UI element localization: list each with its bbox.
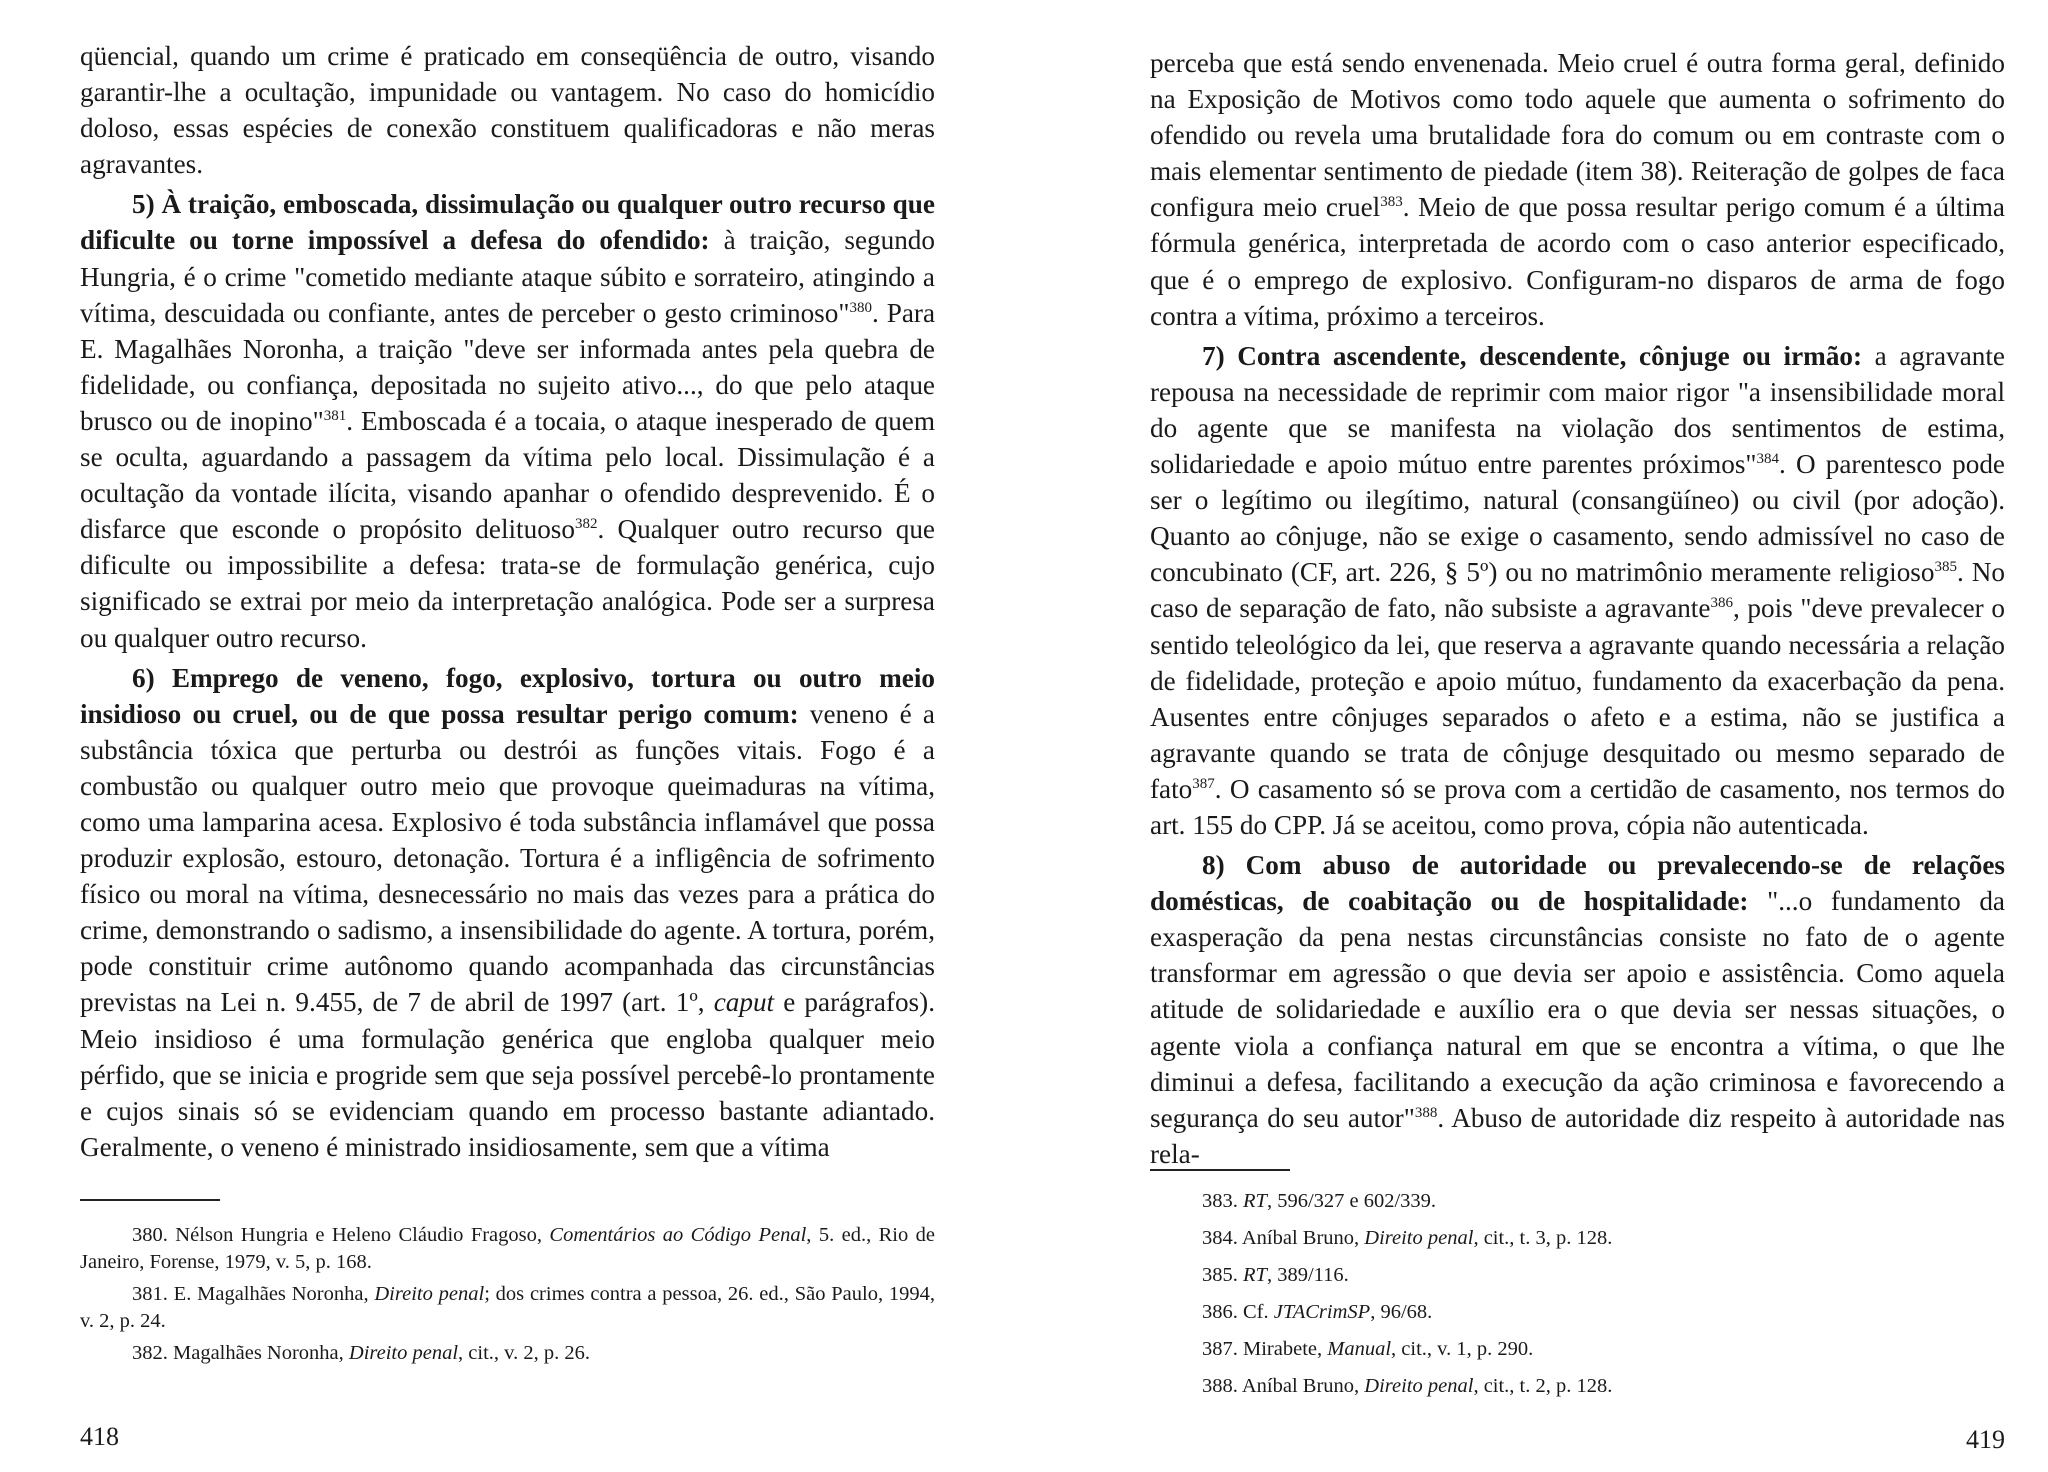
footnote: 384. Aníbal Bruno, Direito penal, cit., t. 3, p. 128. [1202, 1227, 1613, 1249]
page-number: 418 [80, 1422, 119, 1451]
footnote: 388. Aníbal Bruno, Direito penal, cit., t. 2, p. 128. [1202, 1375, 1613, 1397]
paragraph: perceba que está sendo envenenada. Meio cruel é outra forma geral, definido na Exposição de Motivos como todo aquele que aumenta o sofrimento do ofendido ou revela uma brutalidade fora do comum ou em contraste com o mais elementar sentimento de piedade (item 38). Reiteração de golpes de faca configura meio cruel$^{383}$. Meio de que possa resultar perigo comum é a última fórmula genérica, interpretada de acordo com o caso anterior especificado, que é o emprego de explosivo. Configuram-no disparos de arma de fogo contra a vítima, próximo a terceiros. [1150, 48, 2005, 331]
body-text [1150, 0, 2005, 1172]
right-page [1150, 0, 2005, 1454]
footnote-ref: 384 [1756, 450, 1780, 467]
footnote-ref: 383 [1380, 194, 1403, 211]
paragraph-item-5: 5) À traição, emboscada, dissimulação ou qualquer outro recurso que dificulte ou torne impossível a defesa do ofendido: à traição, segundo Hungria, é o crime "cometido mediante ataque súbito e sorrateiro, atingindo a vítima, descuidada ou confiante, antes de perceber o gesto criminoso"$^{380}$. Para E. Magalhães Noronha, a traição "deve ser informada antes pela quebra de fidelidade, ou confiança, depositada no sujeito ativo..., do que pelo ataque brusco ou de inopino"$^{381}$. Emboscada é a tocaia, o ataque inesperado de quem se oculta, aguardando a passagem da vítima pelo local. Dissimulação é a ocultação da vontade ilícita, visando apanhar o ofendido desprevenido. É o disfarce que esconde o propósito delituoso$^{382}$. Qualquer outro recurso que dificulte ou impossibilite a defesa: trata-se de formulação genérica, cujo significado se extrai por meio da interpretação analógica. Pode ser a surpresa ou qualquer outro recurso. [80, 189, 936, 653]
footnote-ref: 385 [1934, 559, 1957, 576]
footnote-ref: 382 [574, 516, 598, 533]
footnote-divider [1150, 1169, 1290, 1171]
footnotes [1150, 1187, 2005, 1409]
footnote: 387. Mirabete, Manual, cit., v. 1, p. 290. [1202, 1338, 1534, 1360]
item-heading: 6) Emprego de veneno, fogo, explosivo, tortura ou outro meio insidioso ou cruel, ou de que possa resultar perigo comum: [80, 662, 935, 729]
paragraph-item-6: 6) Emprego de veneno, fogo, explosivo, tortura ou outro meio insidioso ou cruel, ou de que possa resultar perigo comum: veneno é a substância tóxica que perturba ou destrói as funções vitais. Fogo é a combustão ou qualquer outro meio que provoque queimaduras na vítima, como uma lamparina acesa. Explosivo é toda substância inflamável que possa produzir explosão, estouro, detonação. Tortura é a infligência de sofrimento físico ou moral na vítima, desnecessário no mais das vezes para a prática do crime, demonstrando o sadismo, a insensibilidade do agente. A tortura, porém, pode constituir crime autônomo quando acompanhada das circunstâncias previstas na Lei n. 9.455, de 7 de abril de 1997 (art. 1º, caput e parágrafos). Meio insidioso é uma formulação genérica que engloba qualquer meio pérfido, que se inicia e progride sem que seja possível percebê-lo prontamente e cujos sinais só se evidenciam quando em processo bastante adiantado. Geralmente, o veneno é ministrado insidiosamente, sem que a vítima [80, 662, 935, 1162]
footnote-divider [80, 1199, 220, 1201]
footnote: 383. RT, 596/327 e 602/339. [1202, 1190, 1437, 1212]
paragraph-item-7: 7) Contra ascendente, descendente, cônjuge ou irmão: a agravante repousa na necessidade de reprimir com maior rigor "a insensibilidade moral do agente que se manifesta na violação dos sentimentos de estima, solidariedade e apoio mútuo entre parentes próximos"$^{384}$. O parentesco pode ser o legítimo ou ilegítimo, natural (consangüíneo) ou civil (por adoção). Quanto ao cônjuge, não se exige o casamento, sendo admissível no caso de concubinato (CF, art. 226, § 5º) ou no matrimônio meramente religioso$^{385}$. No caso de separação de fato, não subsiste a agravante$^{386}$, pois "deve prevalecer o sentido teleológico da lei, que reserva a agravante quando necessária a relação de fidelidade, proteção e apoio mútuo, fundamento da exacerbação da pena. Ausentes entre cônjuges separados o afeto e a estima, não se justifica a agravante quando se trata de cônjuge desquitado ou mesmo separado de fato$^{387}$. O casamento só se prova com a certidão de casamento, nos termos do art. 155 do CPP. Já se aceitou, como prova, cópia não autenticada. [1150, 340, 2005, 840]
footnote-ref: 381 [323, 407, 347, 424]
body-text [80, 0, 935, 1165]
left-page [80, 0, 936, 1451]
footnote-ref: 386 [1710, 595, 1733, 612]
page-number: 419 [1966, 1425, 2005, 1454]
footnote-ref: 387 [1192, 775, 1215, 792]
footnote: 385. RT, 389/116. [1202, 1264, 1349, 1286]
footnote: 382. Magalhães Noronha, Direito penal, cit., v. 2, p. 26. [132, 1342, 590, 1364]
item-heading: 5) À traição, emboscada, dissimulação ou qualquer outro recurso que dificulte ou torne impossível a defesa do ofendido: [80, 189, 935, 256]
item-heading: 7) Contra ascendente, descendente, cônjuge ou irmão: [1202, 340, 1863, 371]
paragraph-item-8: 8) Com abuso de autoridade ou prevalecendo-se de relações domésticas, de coabitação ou de hospitalidade: "...o fundamento da exasperação da pena nestas circunstâncias consiste no fato de o agente transformar em agressão o que devia ser apoio e assistência. Como aquela atitude de solidariedade e auxílio era o que devia ser nessas situações, o agente viola a confiança natural em que se encontra a vítima, o que lhe diminui a defesa, facilitando a execução da ação criminosa e favorecendo a segurança do seu autor"$^{388}$. Abuso de autoridade diz respeito à autoridade nas rela- [1150, 850, 2005, 1169]
footnote-ref: 380 [849, 299, 872, 316]
footnote-ref: 388 [1414, 1104, 1438, 1121]
footnotes [80, 1222, 935, 1372]
footnote: 381. E. Magalhães Noronha, Direito penal; dos crimes contra a pessoa, 26. ed., São Paulo, 1994, v. 2, p. 24. [80, 1283, 935, 1332]
footnote: 386. Cf. JTACrimSP, 96/68. [1202, 1301, 1433, 1323]
item-heading: 8) Com abuso de autoridade ou prevalecendo-se de relações domésticas, de coabitação ou de hospitalidade: [1150, 850, 2005, 917]
footnote: 380. Nélson Hungria e Heleno Cláudio Fragoso, Comentários ao Código Penal, 5. ed., Rio de Janeiro, Forense, 1979, v. 5, p. 168. [80, 1224, 935, 1273]
paragraph: qüencial, quando um crime é praticado em conseqüência de outro, visando garantir-lhe a ocultação, impunidade ou vantagem. No caso do homicídio doloso, essas espécies de conexão constituem qualificadoras e não meras agravantes. [80, 41, 935, 180]
